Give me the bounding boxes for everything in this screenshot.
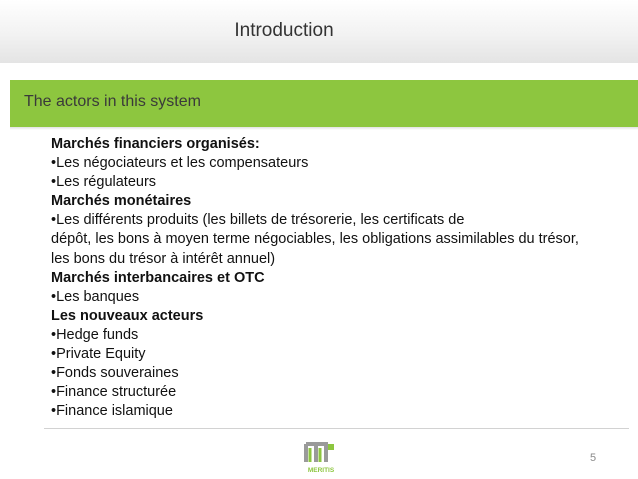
footer-divider bbox=[44, 428, 629, 429]
bullet-hedge-funds: •Hedge funds bbox=[51, 326, 139, 343]
bullet-finance-islamique: •Finance islamique bbox=[51, 403, 173, 420]
heading-marches-financiers: Marchés financiers organisés: bbox=[51, 136, 260, 152]
section-bar-shadow bbox=[10, 127, 638, 130]
logo-text: MERITIS bbox=[307, 467, 335, 474]
bullet-negociateurs: •Les négociateurs et les compensateurs bbox=[51, 155, 309, 172]
heading-marches-monetaires: Marchés monétaires bbox=[51, 193, 192, 210]
slide-title: Introduction bbox=[234, 20, 334, 41]
section-bar bbox=[10, 80, 638, 127]
bullet-produits: •Les différents produits (les billets de trésorerie, les certificats de bbox=[51, 212, 465, 229]
bullet-produits-continued: dépôt, les bons à moyen terme négociables, les obligations assimilables du trésor, les bons du trésor à intérêt annuel) bbox=[51, 231, 579, 267]
bullet-private-equity: •Private Equity bbox=[51, 346, 146, 363]
bullet-finance-structuree: •Finance structurée bbox=[51, 384, 177, 401]
content-body bbox=[51, 135, 591, 421]
bullet-regulateurs: •Les régulateurs bbox=[51, 174, 157, 191]
page-number: 5 bbox=[590, 452, 597, 464]
meritis-logo bbox=[296, 440, 346, 474]
heading-nouveaux-acteurs: Les nouveaux acteurs bbox=[51, 307, 204, 324]
bullet-banques: •Les banques bbox=[51, 288, 140, 305]
heading-marches-interbancaires: Marchés interbancaires et OTC bbox=[51, 269, 265, 286]
section-title: The actors in this system bbox=[24, 93, 201, 110]
bullet-fonds-souveraines: •Fonds souveraines bbox=[51, 365, 179, 382]
